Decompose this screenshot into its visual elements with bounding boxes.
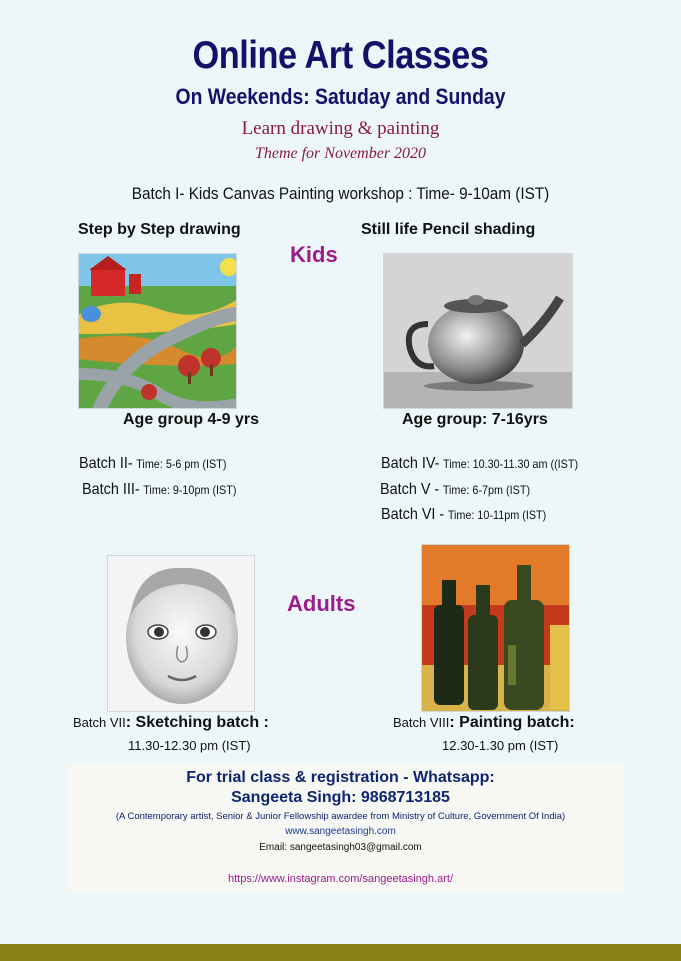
child-portrait-sketch-image — [107, 555, 255, 712]
teapot-sketch-image — [383, 253, 573, 409]
page-subtitle: On Weekends: Satuday and Sunday — [175, 84, 506, 109]
step-by-step-heading: Step by Step drawing — [78, 221, 241, 238]
learn-tagline: Learn drawing & painting — [241, 118, 440, 139]
painting-batch-title: : Painting batch: — [449, 714, 575, 731]
kids-section-label: Kids — [290, 242, 338, 267]
website-link[interactable]: www.sangeetasingh.com — [285, 826, 396, 837]
kids-right-age-group: Age group: 7-16yrs — [402, 411, 548, 428]
footer-bar — [0, 944, 681, 961]
artist-bio: (A Contemporary artist, Senior & Junior Fellowship awardee from Ministry of Culture, Government Of India) — [115, 811, 566, 822]
painting-batch-time: 12.30-1.30 pm (IST) — [442, 738, 559, 753]
batch-8-name: Batch VIII — [393, 715, 450, 730]
batch-4-name: Batch IV- — [381, 455, 440, 472]
batch-4-time: Time: 10.30-11.30 am ((IST) — [443, 457, 579, 471]
still-life-heading: Still life Pencil shading — [361, 221, 536, 238]
batch1-line: Batch I- Kids Canvas Painting workshop : Time- 9-10am (IST) — [131, 184, 550, 203]
batch-2-time: Time: 5-6 pm (IST) — [136, 457, 227, 471]
adults-section-label: Adults — [287, 591, 356, 616]
page-title: Online Art Classes — [192, 34, 489, 77]
batch-5-line — [380, 481, 530, 499]
sketching-batch-caption — [73, 714, 269, 732]
email-line: Email: sangeetasingh03@gmail.com — [259, 842, 422, 853]
batch-3-time: Time: 9-10pm (IST) — [143, 483, 237, 497]
registration-line: For trial class & registration - Whatsapp: — [186, 769, 495, 786]
batch-2-name: Batch II- — [79, 455, 133, 472]
batch-6-line — [381, 506, 546, 524]
batch-3-name: Batch III- — [82, 481, 140, 498]
batch-5-time: Time: 6-7pm (IST) — [442, 483, 531, 497]
batch-4-line — [381, 455, 578, 473]
phone-line: Sangeeta Singh: 9868713185 — [231, 789, 450, 806]
kids-left-age-group: Age group 4-9 yrs — [123, 411, 260, 428]
instagram-link[interactable]: https://www.instagram.com/sangeetasingh.art/ — [228, 873, 453, 885]
batch-5-name: Batch V - — [380, 481, 440, 498]
sketching-batch-title: : Sketching batch : — [125, 714, 269, 731]
farm-drawing-image — [78, 253, 237, 409]
batch-2-line — [79, 455, 226, 473]
bottles-painting-image — [421, 544, 570, 712]
batch-3-line — [82, 481, 236, 499]
batch-6-name: Batch VI - — [381, 506, 445, 523]
batch-7-name: Batch VII — [73, 715, 126, 730]
painting-batch-caption — [393, 714, 575, 732]
sketching-batch-time: 11.30-12.30 pm (IST) — [128, 738, 251, 753]
batch-6-time: Time: 10-11pm (IST) — [447, 508, 547, 522]
theme-line: Theme for November 2020 — [254, 145, 427, 162]
